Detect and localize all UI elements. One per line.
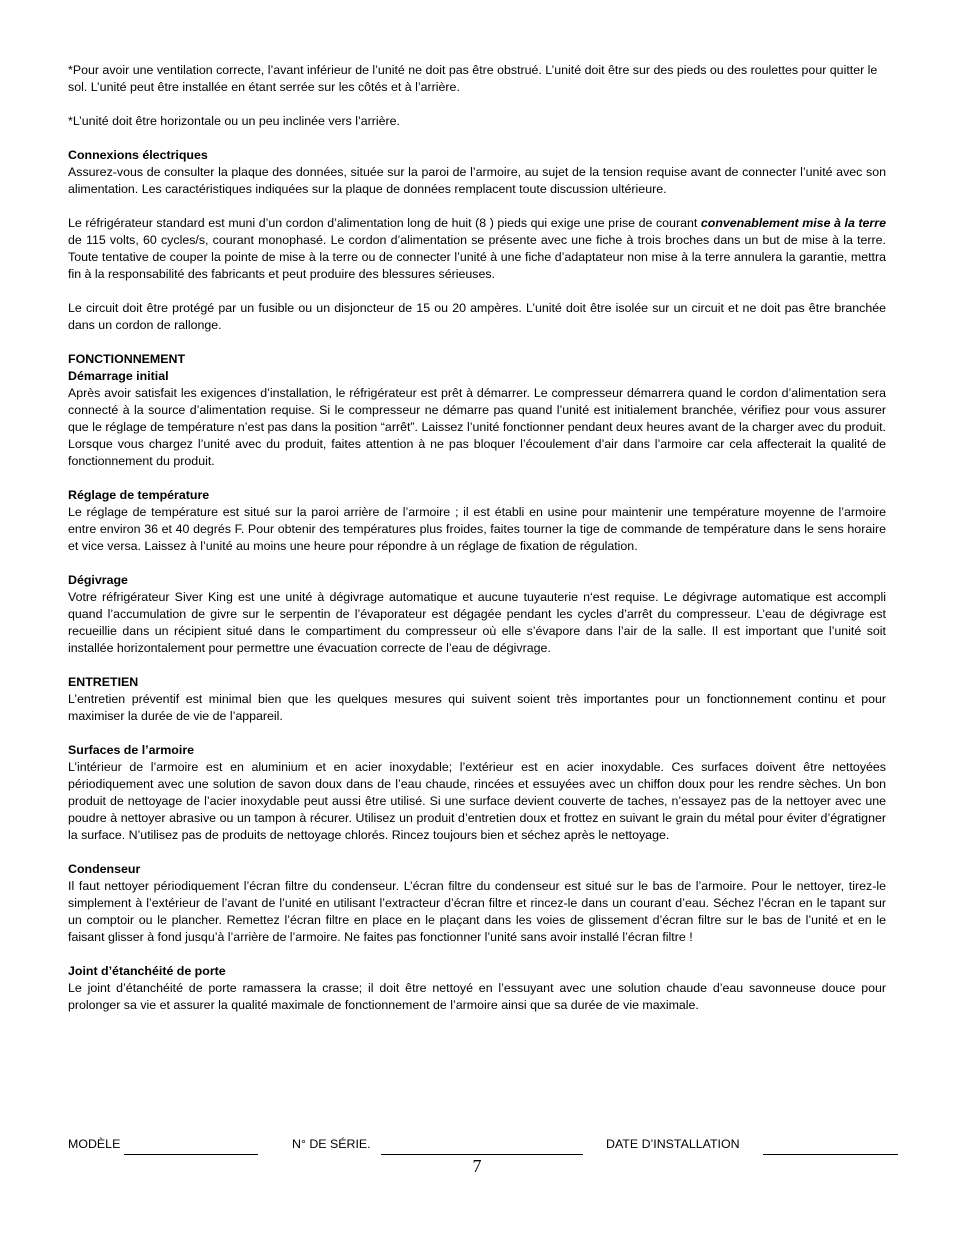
- temperature-paragraph: Le réglage de température est situé sur la paroi arrière de l’armoire ; il est établi en usine pour maintenir une température moyenne de l’armoire entre environ 36 et 40 degrés F. Pour obtenir des températures plus froides, faites tourner la tige de commande de température dans le sens horaire et vice versa. Laissez à l’unité au moins une heure pour répondre à un réglage de fixation de régulation.: [68, 505, 886, 553]
- surfaces-paragraph: L’intérieur de l’armoire est en aluminium et en acier inoxydable; l’extérieur est en acier inoxydable. Ces surfaces doivent être nettoyées périodiquement avec une solution de savon doux dans de l’eau chaude, rincées et essuyées avec un chiffon doux pour les rendre sèches. Un bon produit de nettoyage de l’acier inoxydable peut aussi être utilisé. Si une surface devient couverte de taches, n’essayez pas de la nettoyer avec une poudre à nettoyer abrasive ou un tampon à récurer. Utilisez un produit d’entretien doux et frottez en suivant le grain du métal pour éviter d’égratigner la surface. N’utilisez pas de produits de nettoyage chlorés. Rincez toujours bien et séchez après le nettoyage.: [68, 760, 886, 842]
- condenser-paragraph: Il faut nettoyer périodiquement l’écran filtre du condenseur. L’écran filtre du condenseur est situé sur le bas de l’armoire. Pour le nettoyer, tirez-le simplement à l’extérieur de l’avant de l’unité en utilisant l’extracteur d’écran filtre et rincez-le dans un courant d’eau. Séchez l’écran en le tapant sur un comptoir ou le plancher. Remettez l’écran filtre en place en le plaçant dans les voies de glissement d’écran filtre sur le bas de l’unité et en le faisant glisser à fond jusqu’à l’arrière de l’armoire. Ne faites pas fonctionner l’unité sans avoir installé l’écran filtre !: [68, 879, 886, 944]
- serial-blank-line[interactable]: [381, 1154, 583, 1155]
- electrical-paragraph-2: [68, 215, 886, 283]
- electrical-p2-start: Le réfrigérateur standard est muni d’un cordon d’alimentation long de huit (8 ) pieds qui exige une prise de courant: [68, 216, 698, 230]
- install-date-blank-line[interactable]: [763, 1154, 898, 1155]
- temperature-heading: Réglage de température: [68, 488, 210, 502]
- document-body: [68, 62, 886, 1014]
- model-blank-line[interactable]: [124, 1154, 258, 1155]
- operation-heading: FONCTIONNEMENT: [68, 352, 186, 366]
- initial-start-paragraph: Après avoir satisfait les exigences d’installation, le réfrigérateur est prêt à démarrer. Le compresseur démarrera quand le cordon d’alimentation sera connecté à la source d’alimentation requise. Si le compresseur ne démarre pas quand l’unité est initialement branchée, vérifiez pour vous assurer que le réglage de température n’est pas dans la position “arrêt”. Laissez l’unité fonctionner pendant deux heures avant de la charger avec du produit. Lorsque vous chargez l’unité avec du produit, faites attention à ne pas bloquer l’écoulement d’air dans l’armoire car cela affecterait la qualité de fonctionnement du produit.: [68, 386, 886, 468]
- maintenance-heading: ENTRETIEN: [68, 675, 139, 689]
- grounded-emphasis: convenablement mise à la terre: [700, 216, 886, 230]
- serial-label: N° DE SÉRIE.: [292, 1137, 371, 1151]
- surfaces-heading: Surfaces de l’armoire: [68, 743, 195, 757]
- defrost-heading: Dégivrage: [68, 573, 128, 587]
- page-number: 7: [472, 1156, 482, 1176]
- level-note: *L’unité doit être horizontale ou un peu inclinée vers l’arrière.: [68, 114, 400, 128]
- defrost-paragraph: Votre réfrigérateur Siver King est une unité à dégivrage automatique et aucune tuyauterie n‘est requise. Le dégivrage automatique est accompli quand l’accumulation de givre sur le serpentin de l’évaporateur est dégagée pendant les cycles d’arrêt du compresseur. L’eau de dégivrage est recueillie dans un récipient situé dans le compartiment du compresseur où elle s’évapore dans l’air de la salle. Il est important que l’unité soit installée horizontalement pour permettre une évacuation correcte de l’eau de dégivrage.: [68, 590, 886, 655]
- condenser-heading: Condenseur: [68, 862, 141, 876]
- initial-start-heading: Démarrage initial: [68, 369, 169, 383]
- install-date-label: DATE D’INSTALLATION: [606, 1137, 740, 1151]
- electrical-p2-end: de 115 volts, 60 cycles/s, courant monophasé. Le cordon d’alimentation se présente avec une fiche à trois broches dans un but de mise à la terre. Toute tentative de couper la pointe de mise à la terre ou de connecter l’unité à une fiche d’adaptateur non mise à la terre annulera la garantie, mettra fin à la responsabilité des fabricants et peut produire des blessures sérieuses.: [68, 233, 886, 281]
- maintenance-paragraph: L’entretien préventif est minimal bien que les quelques mesures qui suivent soient très importantes pour un fonctionnement continu et pour maximiser la durée de vie de l’appareil.: [68, 692, 886, 723]
- door-gasket-paragraph: Le joint d’étanchéité de porte ramassera la crasse; il doit être nettoyé en l’essuyant avec une solution chaude d’eau savonneuse douce pour prolonger sa vie et assurer la qualité maximale de fonctionnement de l’armoire ainsi que sa durée de vie maximale.: [68, 981, 886, 1012]
- electrical-paragraph-1: Assurez-vous de consulter la plaque des données, située sur la paroi de l’armoire, au sujet de la tension requise avant de connecter l’unité avec son alimentation. Les caractéristiques indiquées sur la plaque de données remplacent toute discussion ultérieure.: [68, 165, 886, 196]
- electrical-paragraph-3: Le circuit doit être protégé par un fusible ou un disjoncteur de 15 ou 20 ampères. L’unité doit être isolée sur un circuit et ne doit pas être branchée dans un cordon de rallonge.: [68, 301, 886, 332]
- model-label: MODÈLE: [68, 1137, 121, 1151]
- door-gasket-heading: Joint d’étanchéité de porte: [68, 964, 226, 978]
- ventilation-note: *Pour avoir une ventilation correcte, l’avant inférieur de l’unité ne doit pas être obstrué. L’unité doit être sur des pieds ou des roulettes pour quitter le sol. L’unité peut être installée en étant serrée sur les côtés et à l’arrière.: [68, 63, 878, 94]
- electrical-heading: Connexions électriques: [68, 148, 208, 162]
